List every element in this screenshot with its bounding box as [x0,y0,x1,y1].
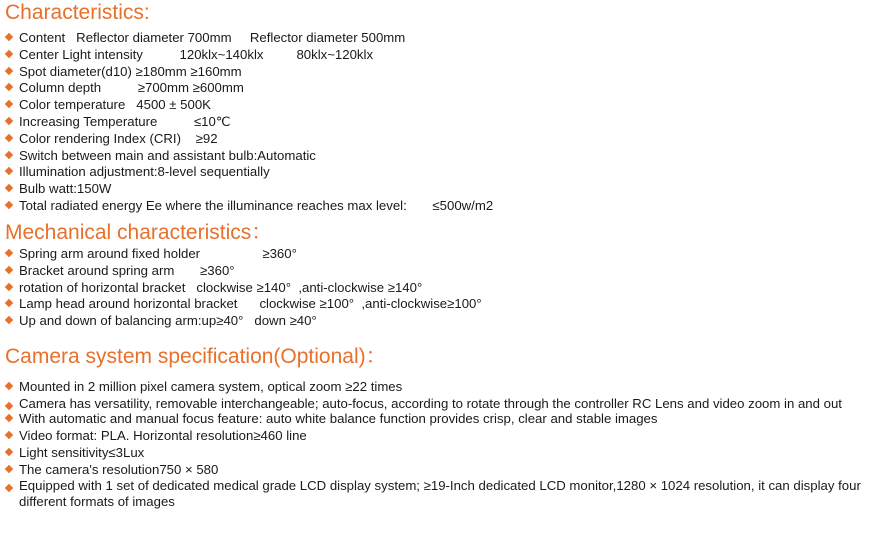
diamond-bullet-icon [5,414,13,422]
diamond-bullet-icon [5,282,13,290]
diamond-bullet-icon [5,117,13,125]
list-item: Light sensitivity≤3Lux [5,445,875,462]
diamond-bullet-icon [5,316,13,324]
list-item: Column depth ≥700mm ≥600mm [5,80,875,97]
diamond-bullet-icon [5,448,13,456]
list-item: Bulb watt:150W [5,181,875,198]
list-item: Camera has versatility, removable interchangeable; auto-focus, according to rotate through the controller RC Lens and video zoom in and out [5,396,875,412]
list-item: Color temperature 4500 ± 500K [5,97,875,114]
list-item: Illumination adjustment:8-level sequentially [5,164,875,181]
camera-list [5,379,875,509]
list-item: Video format: PLA. Horizontal resolution≥460 line [5,428,875,445]
list-item: Mounted in 2 million pixel camera system, optical zoom ≥22 times [5,379,875,396]
list-item: With automatic and manual focus feature: auto white balance function provides crisp, clear and stable images [5,411,875,428]
diamond-bullet-icon [5,431,13,439]
diamond-bullet-icon [5,299,13,307]
list-item: rotation of horizontal bracket clockwise ≥140° ,anti-clockwise ≥140° [5,280,875,297]
diamond-bullet-icon [5,382,13,390]
diamond-bullet-icon [5,184,13,192]
list-item: Increasing Temperature ≤10℃ [5,114,875,131]
list-item: Center Light intensity 120klx~140klx 80klx~120klx [5,47,875,64]
list-item: Up and down of balancing arm:up≥40° down ≥40° [5,313,875,330]
diamond-bullet-icon [5,201,13,209]
list-item: Bracket around spring arm ≥360° [5,263,875,280]
list-item: Lamp head around horizontal bracket clockwise ≥100° ,anti-clockwise≥100° [5,296,875,313]
diamond-bullet-icon [5,33,13,41]
diamond-bullet-icon [5,134,13,142]
diamond-bullet-icon [5,100,13,108]
list-item: The camera's resolution750 × 580 [5,462,875,479]
list-item: Spring arm around fixed holder ≥360° [5,246,875,263]
list-item: Color rendering Index (CRI) ≥92 [5,131,875,148]
diamond-bullet-icon [5,150,13,158]
list-item: Content Reflector diameter 700mm Reflector diameter 500mm [5,30,875,47]
diamond-bullet-icon [5,266,13,274]
section-title-camera: Camera system specification(Optional)： [5,345,387,368]
diamond-bullet-icon [5,464,13,472]
section-title-mechanical: Mechanical characteristics： [5,221,273,244]
section-title-characteristics: Characteristics: [5,1,150,24]
diamond-bullet-icon [5,50,13,58]
diamond-bullet-icon [5,484,13,492]
list-item: Switch between main and assistant bulb:Automatic [5,148,875,165]
diamond-bullet-icon [5,402,13,410]
mechanical-list [5,246,875,330]
characteristics-list [5,30,875,215]
list-item: Spot diameter(d10) ≥180mm ≥160mm [5,64,875,81]
list-item: Total radiated energy Ee where the illuminance reaches max level: ≤500w/m2 [5,198,875,215]
list-item: Equipped with 1 set of dedicated medical grade LCD display system; ≥19-Inch dedicated LCD monitor,1280 × 1024 resolution, it can display four different formats of images [5,478,875,509]
diamond-bullet-icon [5,83,13,91]
diamond-bullet-icon [5,249,13,257]
diamond-bullet-icon [5,66,13,74]
diamond-bullet-icon [5,167,13,175]
